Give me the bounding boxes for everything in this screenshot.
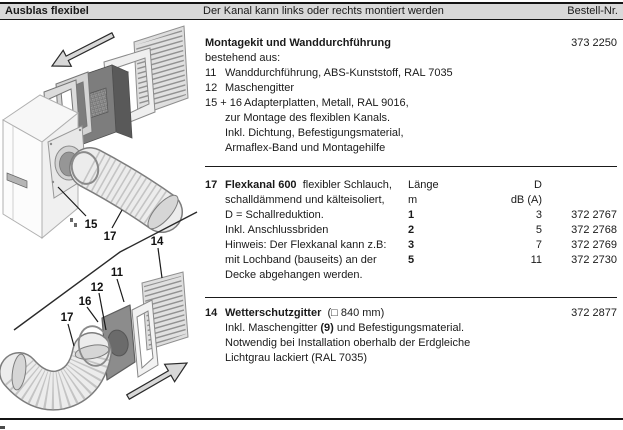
section-divider	[205, 166, 617, 167]
description-line: Lichtgrau lackiert (RAL 7035)	[225, 352, 368, 364]
laenge-value: 3	[408, 239, 415, 251]
item-number: 17	[205, 179, 218, 191]
flexkanal-description	[205, 178, 410, 283]
header-subtitle: Der Kanal kann links oder rechts montiert werden	[203, 5, 444, 17]
description-line: D = Schallreduktion.	[225, 209, 324, 221]
d-value: 11	[530, 254, 542, 266]
column-schallreduktion	[475, 178, 542, 268]
order-number: 372 2730	[571, 254, 617, 266]
component-number: 12	[205, 82, 218, 94]
laenge-value: 5	[408, 254, 415, 266]
header-order-column-label: Bestell-Nr.	[567, 5, 618, 17]
product-name: Flexkanal 600	[225, 179, 297, 191]
part-label-12: 12	[90, 282, 104, 294]
column-unit-laenge: m	[408, 194, 418, 206]
description-line	[205, 321, 617, 336]
referenced-part-number: (9)	[320, 322, 334, 334]
item-number: 14	[205, 307, 218, 319]
product-title: Montagekit und Wanddurchführung	[205, 37, 391, 49]
product-title-line	[205, 178, 410, 193]
component-text: Adapterplatten, Metall, RAL 9016,	[244, 97, 409, 109]
section-wetterschutzgitter	[205, 306, 617, 366]
part-label-16: 16	[78, 296, 92, 308]
part-label-11: 11	[110, 267, 124, 279]
size-note: (□ 840 mm)	[327, 307, 385, 319]
intro-line: bestehend aus:	[205, 52, 281, 64]
outer-grille-top	[134, 26, 188, 116]
column-header-laenge: Länge	[408, 179, 439, 191]
exploded-view-illustration	[0, 22, 200, 420]
description-line: schalldämmend und kälteisoliert,	[225, 194, 385, 206]
component-continuation: Inkl. Dichtung, Befestigungsmaterial,	[225, 127, 404, 139]
page-header	[0, 4, 623, 20]
product-name-suffix: flexibler Schlauch,	[302, 179, 392, 191]
page-number-fragment	[0, 426, 5, 429]
description-text: Inkl. Maschengitter	[225, 322, 321, 334]
order-number: 372 2877	[571, 307, 617, 319]
component-text: Wanddurchführung, ABS-Kunststoff, RAL 7035	[225, 67, 453, 79]
part-label-14: 14	[150, 236, 164, 248]
component-text: Maschengitter	[225, 82, 295, 94]
product-name-wrap	[225, 178, 392, 193]
product-name: Wetterschutzgitter	[225, 307, 322, 319]
section-montagekit	[205, 36, 617, 156]
bottom-rule	[0, 418, 623, 420]
header-section-title: Ausblas flexibel	[5, 5, 89, 17]
d-value: 3	[535, 209, 542, 221]
exploded-diagram	[0, 22, 200, 420]
column-header-d: D	[534, 179, 542, 191]
product-title-line	[205, 306, 617, 321]
product-name-wrap	[225, 306, 384, 321]
order-number: 372 2767	[571, 209, 617, 221]
description-line: Notwendig bei Installation oberhalb der Erdgleiche	[225, 337, 471, 349]
column-unit-d: dB (A)	[510, 194, 542, 206]
description-line: Decke abgehangen werden.	[225, 269, 363, 281]
component-line	[205, 66, 617, 81]
flex-duct-top	[90, 168, 183, 233]
laenge-value: 1	[408, 209, 415, 221]
component-number: 11	[205, 67, 217, 79]
order-number: 372 2769	[571, 239, 617, 251]
part-label-17-top: 17	[103, 231, 117, 243]
component-line	[205, 96, 617, 111]
component-continuation: zur Montage des flexiblen Kanals.	[225, 112, 391, 124]
d-value: 7	[535, 239, 542, 251]
component-number: 15 + 16	[205, 97, 243, 109]
section-divider	[205, 297, 617, 298]
description-line: Hinweis: Der Flexkanal kann z.B:	[225, 239, 387, 251]
component-line	[205, 81, 617, 96]
column-order-numbers	[537, 208, 617, 268]
d-value: 5	[535, 224, 542, 236]
section-flexkanal	[205, 178, 617, 283]
column-laenge	[408, 178, 442, 268]
catalog-text-column	[205, 22, 617, 420]
description-text: und Befestigungsmaterial.	[333, 322, 465, 334]
description-line: mit Lochband (bauseits) an der	[225, 254, 377, 266]
component-continuation: Armaflex-Band und Montagehilfe	[225, 142, 386, 154]
order-number: 372 2768	[571, 224, 617, 236]
airflow-arrow-right-icon	[127, 363, 187, 399]
laenge-value: 2	[408, 224, 415, 236]
order-number: 373 2250	[571, 37, 617, 49]
part-label-17-bottom: 17	[60, 312, 74, 324]
part-label-15: 15	[84, 219, 98, 231]
description-line: Inkl. Anschlussbriden	[225, 224, 329, 236]
